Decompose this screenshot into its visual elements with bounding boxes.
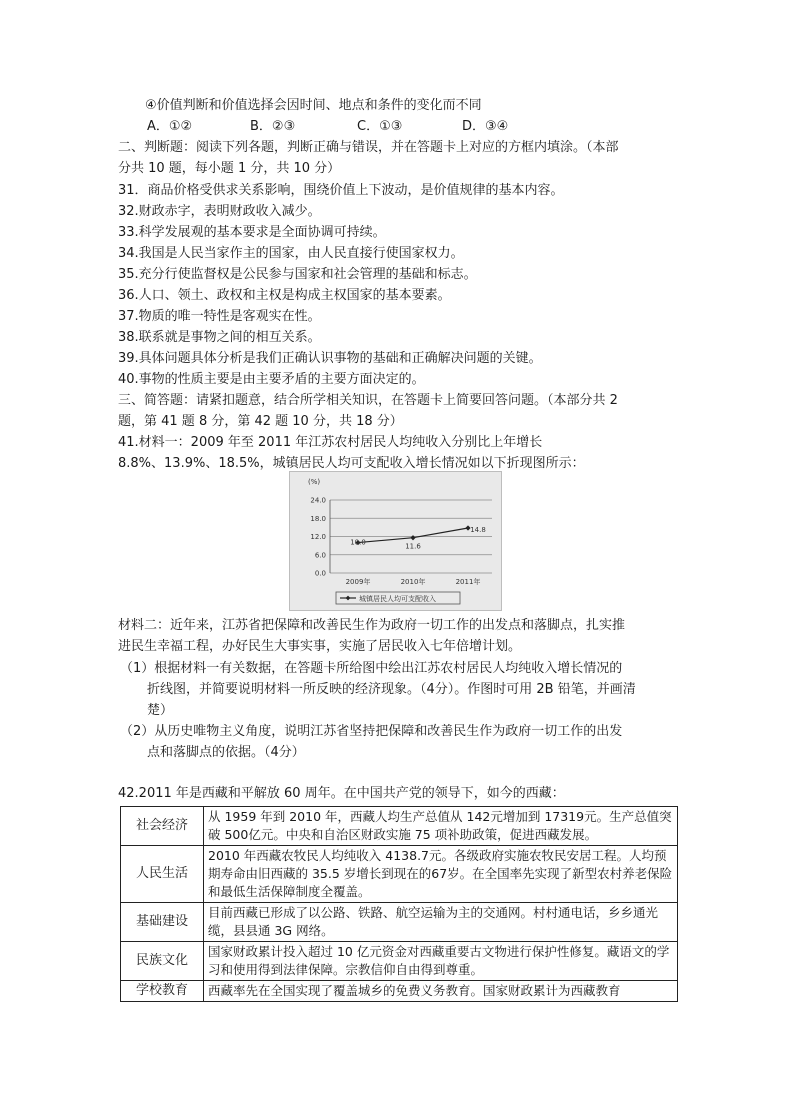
question-33: 33.科学发展观的基本要求是全面协调可持续。	[118, 225, 386, 240]
question-41-line2: 8.8%、13.9%、18.5%，城镇居民人均可支配收入增长情况如以下折现图所示：	[118, 456, 585, 471]
row-text: 西藏率先在全国实现了覆盖城乡的免费义务教育。国家财政累计为西藏教育	[204, 981, 678, 1002]
section-3-title: 三、简答题：请紧扣题意，结合所学相关知识，在答题卡上简要回答问题。（本部分共 2	[118, 393, 618, 408]
x-tick-label: 2010年	[400, 578, 426, 586]
table-row	[121, 846, 678, 903]
question-41-line1: 41.材料一：2009 年至 2011 年江苏农村居民人均纯收入分别比上年增长	[118, 435, 543, 450]
subquestion-2-line1: （2）从历史唯物主义角度，说明江苏省坚持把保障和改善民生作为政府一切工作的出发	[120, 724, 623, 739]
subquestion-1-line1: （1）根据材料一有关数据，在答题卡所给图中绘出江苏农村居民人均纯收入增长情况的	[120, 661, 623, 676]
y-tick-label: 24.0	[310, 496, 326, 505]
legend-label: 城镇居民人均可支配收入	[359, 595, 436, 603]
option-4: ④价值判断和价值选择会因时间、地点和条件的变化而不同	[145, 98, 482, 113]
row-category: 民族文化	[121, 942, 204, 981]
question-39: 39.具体问题具体分析是我们正确认识事物的基础和正确解决问题的关键。	[118, 351, 542, 366]
section-3-title-cont: 题，第 41 题 8 分，第 42 题 10 分，共 18 分）	[118, 414, 403, 429]
row-category: 社会经济	[121, 807, 204, 846]
row-text: 国家财政累计投入超过 10 亿元资金对西藏重要古文物进行保护性修复。藏语文的学习和使用得到法律保障。宗教信仰自由得到尊重。	[204, 942, 678, 981]
row-text: 目前西藏已形成了以公路、铁路、航空运输为主的交通网。村村通电话，乡乡通光缆，县县通 3G 网络。	[204, 903, 678, 942]
legend-marker	[346, 596, 351, 601]
table-row	[121, 807, 678, 846]
y-tick-label: 6.0	[314, 551, 326, 560]
row-category: 学校教育	[121, 981, 204, 1002]
income-line-chart	[289, 471, 502, 611]
data-label: 14.8	[470, 525, 486, 534]
material-2-line1: 材料二：近年来，江苏省把保障和改善民生作为政府一切工作的出发点和落脚点，扎实推	[118, 618, 626, 633]
chart-svg	[290, 472, 501, 610]
tibet-table	[120, 806, 678, 1002]
y-tick-label: 0.0	[314, 569, 326, 578]
x-tick-label: 2011年	[455, 578, 481, 586]
question-38: 38.联系就是事物之间的相互关系。	[118, 330, 321, 345]
row-text: 2010 年西藏农牧民人均纯收入 4138.7元。各级政府实施农牧民安居工程。人均预期寿命由旧西藏的 35.5 岁增长到现在的67岁。在全国率先实现了新型农村养老保险和最低生活保障制度全覆盖。	[204, 846, 678, 903]
table-row	[121, 981, 678, 1002]
choice-b: B．②③	[250, 119, 296, 134]
table-row	[121, 942, 678, 981]
y-axis-label: (%)	[308, 478, 321, 486]
data-point	[410, 535, 415, 540]
subquestion-1-line2: 折线图，并简要说明材料一所反映的经济现象。（4分）。作图时可用 2B 铅笔，并画清	[147, 682, 636, 697]
question-36: 36.人口、领土、政权和主权是构成主权国家的基本要素。	[118, 288, 451, 303]
question-42: 42.2011 年是西藏和平解放 60 周年。在中国共产党的领导下，如今的西藏：	[118, 786, 565, 801]
material-2-line2: 进民生幸福工程，办好民生大事实事，实施了居民收入七年倍增计划。	[118, 639, 522, 654]
question-35: 35.充分行使监督权是公民参与国家和社会管理的基础和标志。	[118, 267, 477, 282]
data-label: 11.6	[405, 542, 421, 551]
data-label: 10.0	[350, 538, 366, 547]
table-row	[121, 903, 678, 942]
row-category: 基础建设	[121, 903, 204, 942]
choice-c: C．①③	[357, 119, 403, 134]
subquestion-2-line2: 点和落脚点的依据。（4分）	[147, 745, 305, 760]
choice-a: A．①②	[147, 119, 193, 134]
subquestion-1-line3: 楚）	[147, 703, 174, 718]
question-34: 34.我国是人民当家作主的国家，由人民直接行使国家权力。	[118, 246, 464, 261]
y-tick-label: 12.0	[310, 533, 326, 541]
question-31: 31．商品价格受供求关系影响，围绕价值上下波动，是价值规律的基本内容。	[118, 183, 564, 198]
row-category: 人民生活	[121, 846, 204, 903]
question-32: 32.财政赤字，表明财政收入减少。	[118, 204, 321, 219]
section-2-title: 二、判断题：阅读下列各题，判断正确与错误，并在答题卡上对应的方框内填涂。（本部	[118, 140, 619, 155]
question-40: 40.事物的性质主要是由主要矛盾的主要方面决定的。	[118, 372, 425, 387]
choice-d: D．③④	[462, 119, 509, 134]
x-tick-label: 2009年	[345, 578, 371, 586]
y-tick-label: 18.0	[310, 514, 326, 523]
question-37: 37.物质的唯一特性是客观实在性。	[118, 309, 321, 324]
row-text: 从 1959 年到 2010 年，西藏人均生产总值从 142元增加到 17319元。生产总值突破 500亿元。中央和自治区财政实施 75 项补助政策，促进西藏发展。	[204, 807, 678, 846]
section-2-title-cont: 分共 10 题，每小题 1 分，共 10 分）	[118, 161, 341, 176]
